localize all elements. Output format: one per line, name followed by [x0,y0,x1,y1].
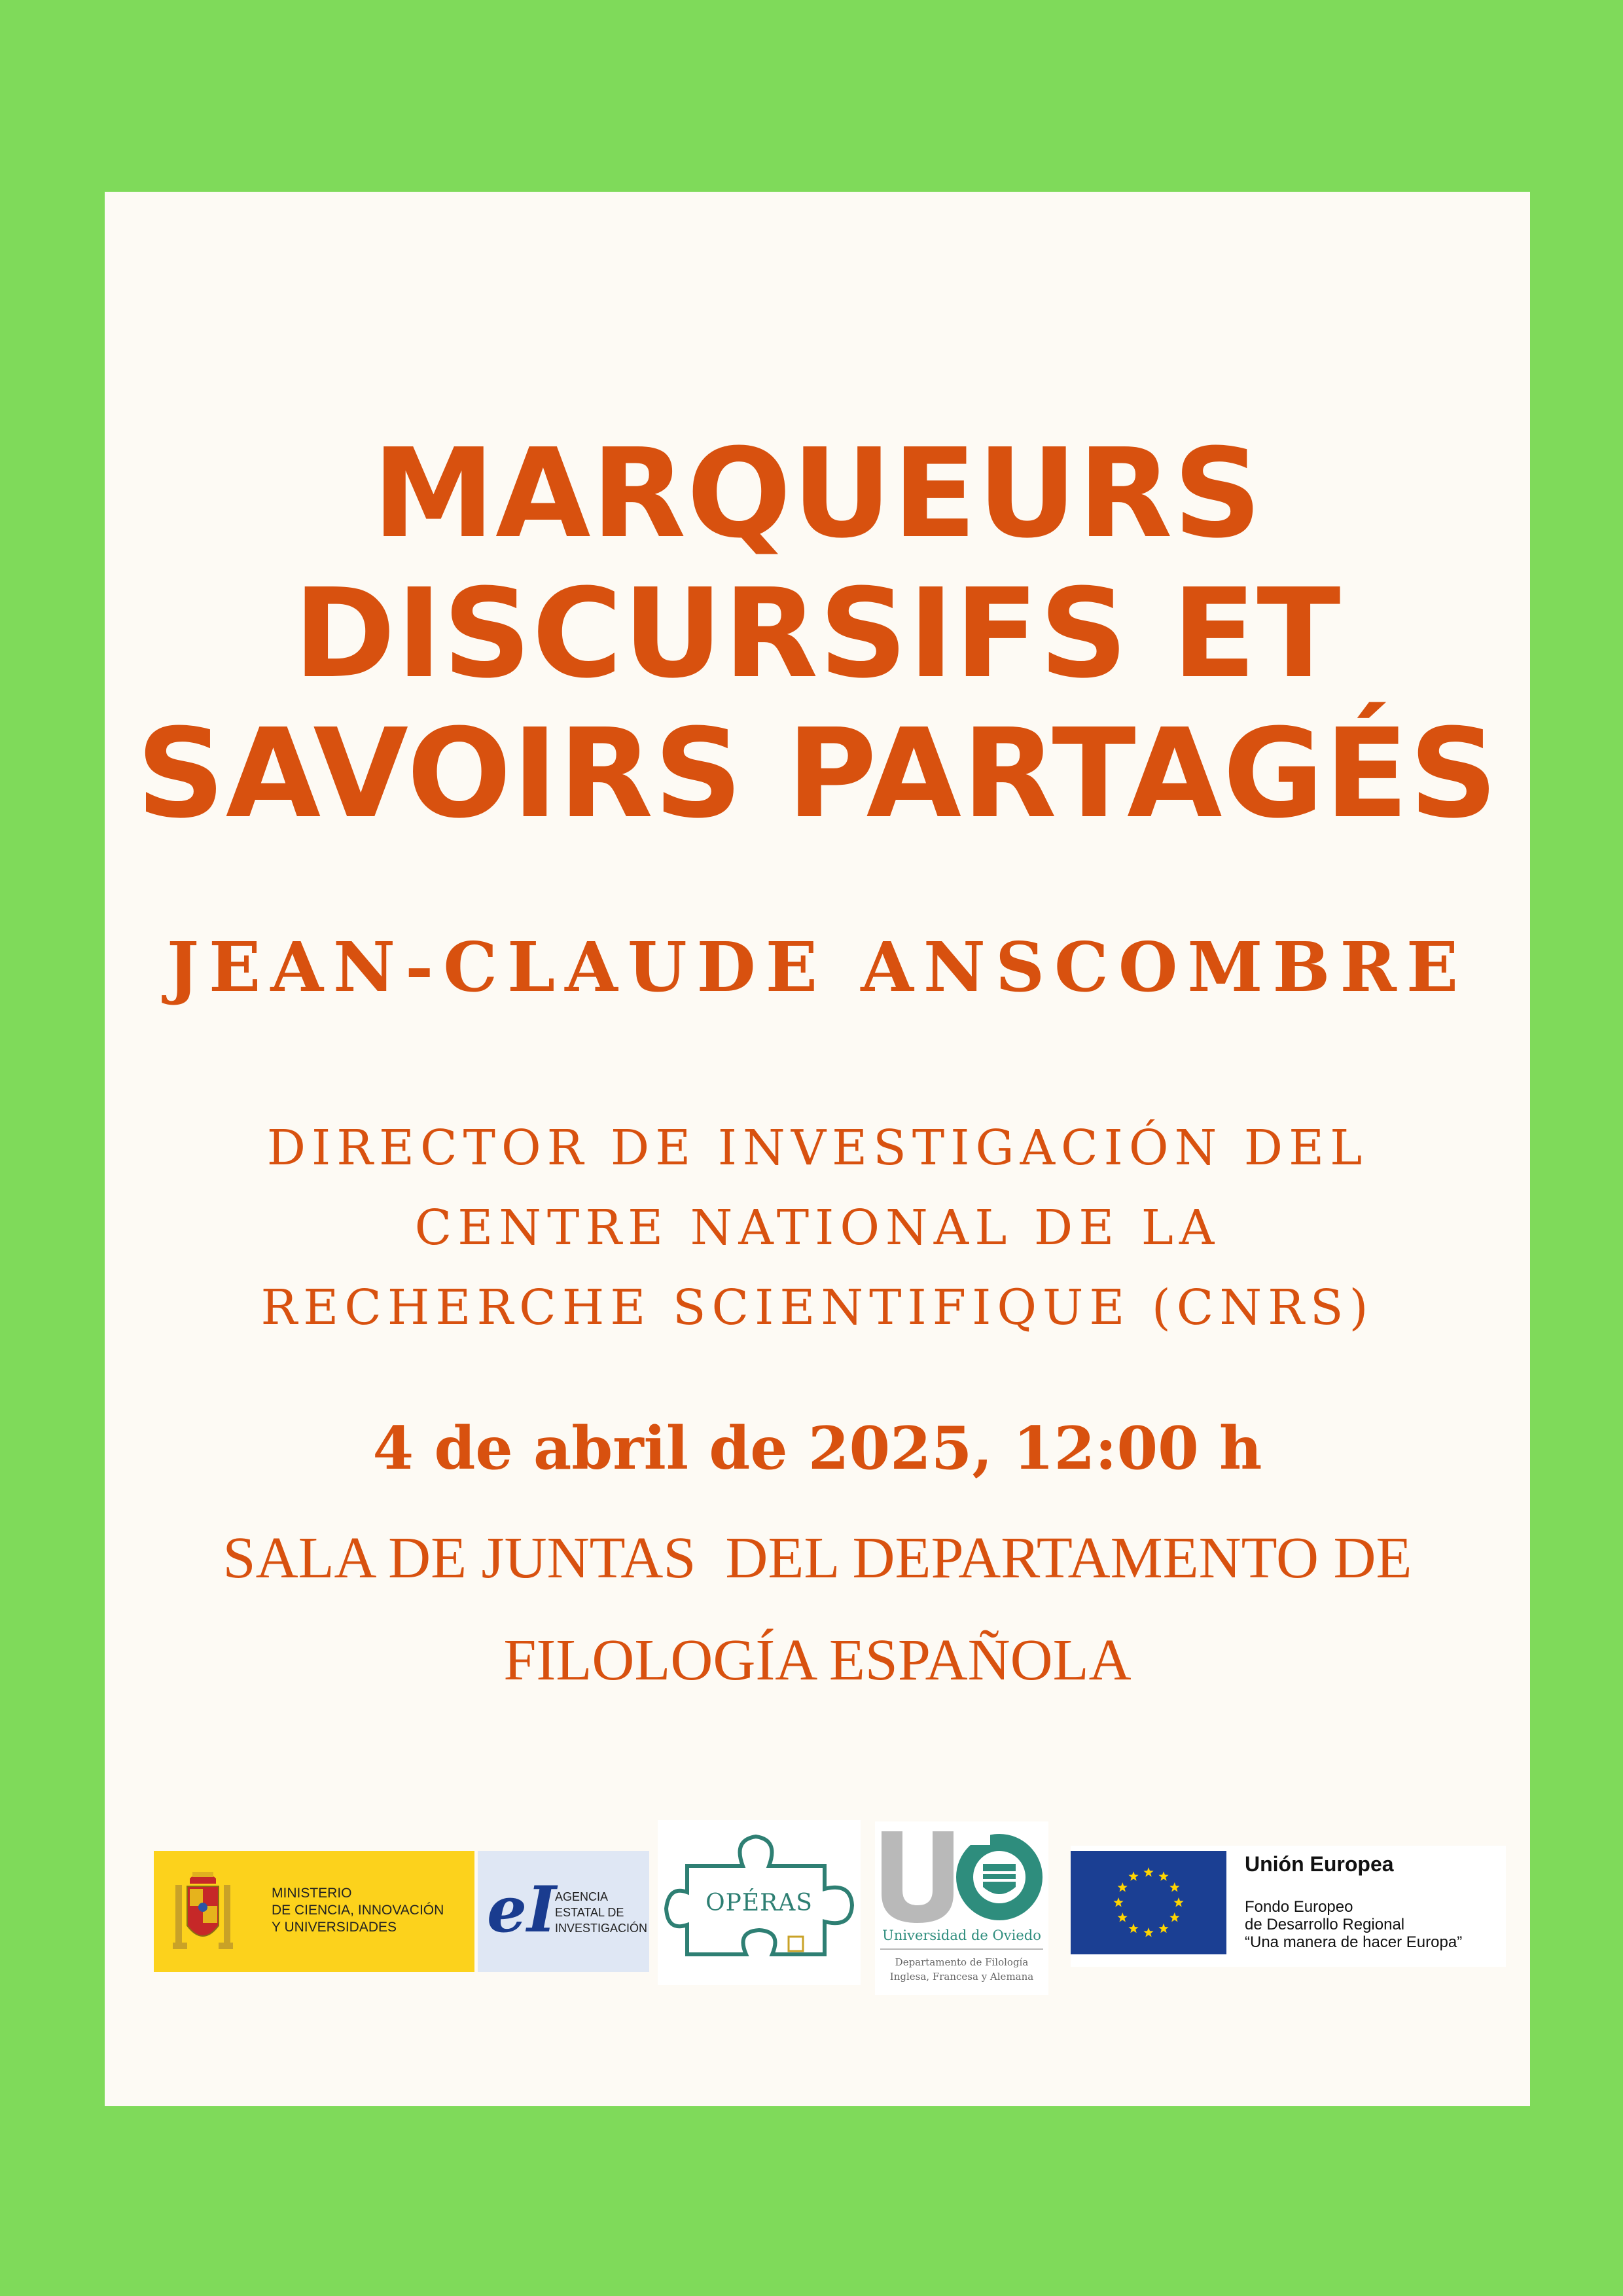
poster-title [105,424,1530,844]
eu-line-2: de Desarrollo Regional [1245,1916,1405,1933]
aei-text [555,1889,647,1936]
speaker-name: JEAN-CLAUDE ANSCOMBRE [166,927,1469,1007]
operas-logo [658,1820,861,1985]
aei-logo [478,1851,649,1972]
speaker-role [105,1108,1530,1348]
venue-line-1: SALA DE JUNTAS DEL DEPARTAMENTO DE [223,1526,1412,1590]
uniovi-monogram-icon [875,1821,1048,1926]
role-line-3: RECHERCHE SCIENTIFIQUE (CNRS) [260,1280,1374,1336]
eu-title: Unión Europea [1245,1852,1394,1876]
event-date-time: 4 de abril de 2025, 12:00 h [372,1414,1262,1483]
ministerio-line-2: DE CIENCIA, INNOVACIÓN [272,1903,444,1918]
uniovi-department [875,1955,1048,1984]
uniovi-dept-line-2: Inglesa, Francesa y Alemana [889,1971,1034,1982]
uniovi-logo [875,1821,1048,1995]
role-line-1: DIRECTOR DE INVESTIGACIÓN DEL [266,1120,1368,1176]
eu-line-1: Fondo Europeo [1245,1898,1353,1916]
title-line-1: MARQUEURS [372,422,1263,565]
event-venue [105,1507,1530,1712]
title-line-2: DISCURSIFS ET [293,562,1342,706]
eu-line-3: “Una manera de hacer Europa” [1245,1933,1463,1951]
ministerio-line-3: Y UNIVERSIDADES [272,1920,397,1935]
role-line-2: CENTRE NATIONAL DE LA [414,1200,1221,1256]
coat-of-arms-icon [170,1865,236,1957]
title-line-3: SAVOIRS PARTAGÉS [136,702,1499,846]
ministerio-text [272,1885,444,1936]
eu-fund-text [1245,1898,1462,1951]
ministerio-line-1: MINISTERIO [272,1886,352,1901]
eu-flag-icon [1071,1851,1226,1954]
poster-card [105,192,1530,2106]
aei-mark: eI [487,1873,556,1946]
eu-logo [1071,1846,1506,1967]
uniovi-dept-line-1: Departamento de Filología [895,1956,1029,1968]
venue-line-2: FILOLOGÍA ESPAÑOLA [503,1628,1132,1693]
ministerio-logo [154,1851,474,1972]
aei-line-1: AGENCIA [555,1890,609,1903]
uniovi-divider [880,1948,1043,1950]
aei-line-3: INVESTIGACIÓN [555,1922,648,1935]
aei-line-2: ESTATAL DE [555,1906,624,1919]
uniovi-name: Universidad de Oviedo [882,1928,1041,1943]
operas-name: OPÉRAS [705,1890,813,1916]
